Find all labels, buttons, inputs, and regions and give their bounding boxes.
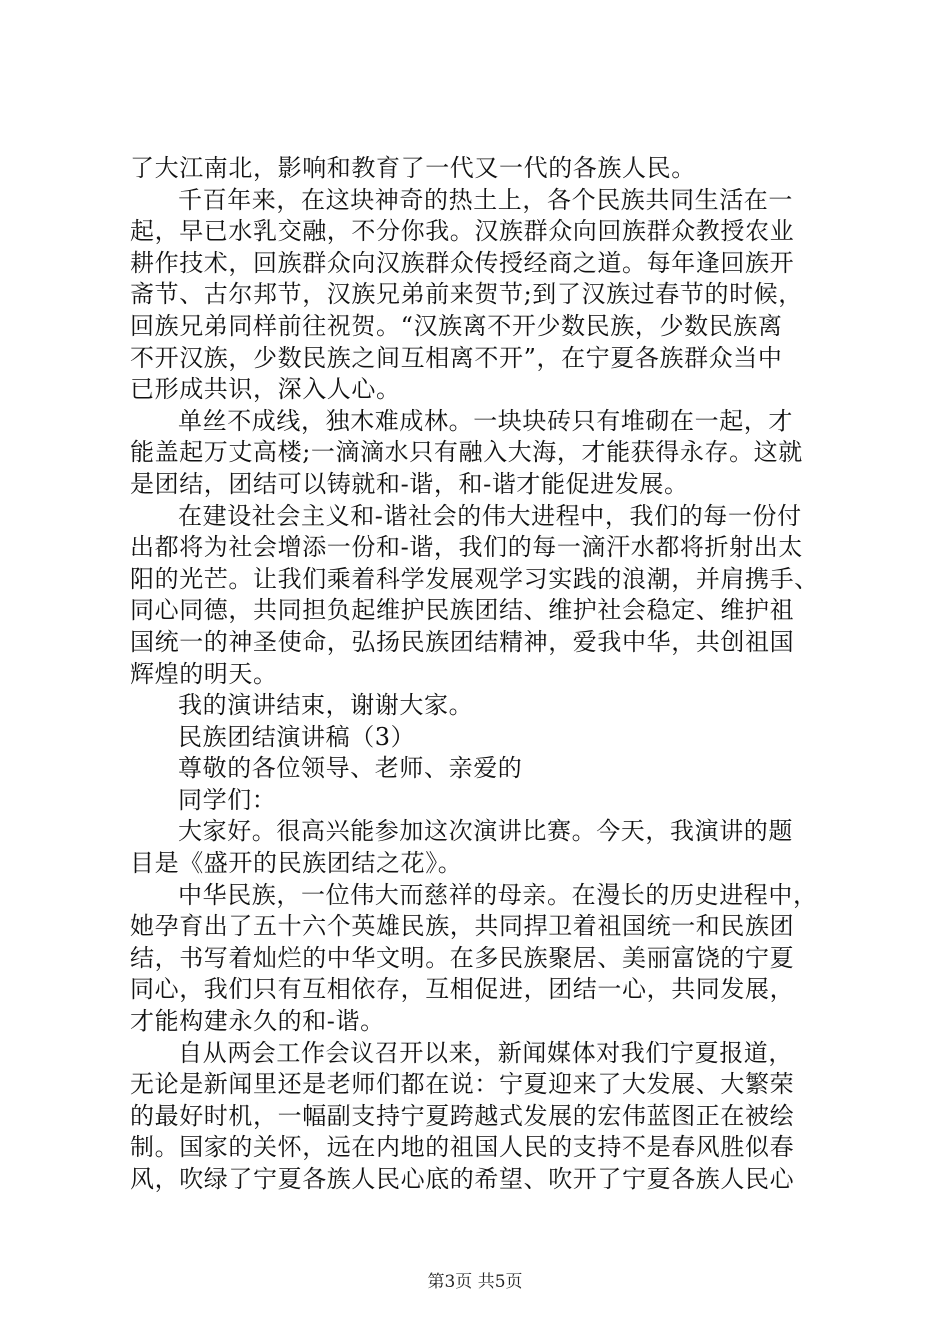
- text-line: 大家好。很高兴能参加这次演讲比赛。今天，我演讲的题: [178, 817, 793, 846]
- text-line: 阳的光芒。让我们乘着科学发展观学习实践的浪潮，并肩携手、: [130, 564, 819, 593]
- text-line: 结，书写着灿烂的中华文明。在多民族聚居、美丽富饶的宁夏: [130, 943, 795, 972]
- text-line: 我的演讲结束，谢谢大家。: [178, 691, 474, 720]
- text-line: 斋节、古尔邦节，汉族兄弟前来贺节;到了汉族过春节的时候，: [130, 280, 803, 309]
- text-line: 已形成共识，深入人心。: [130, 375, 401, 404]
- text-line: 风，吹绿了宁夏各族人民心底的希望、吹开了宁夏各族人民心: [130, 1165, 795, 1193]
- page-number: 第3页 共5页: [427, 1272, 523, 1292]
- text-line: 单丝不成线，独木难成林。一块块砖只有堆砌在一起，才: [178, 406, 793, 435]
- text-line: 她孕育出了五十六个英雄民族，共同捍卫着祖国统一和民族团: [130, 912, 795, 941]
- text-line: 自从两会工作会议召开以来，新闻媒体对我们宁夏报道，: [178, 1038, 793, 1067]
- text-line: 同学们：: [178, 785, 277, 814]
- text-line: 辉煌的明天。: [130, 659, 278, 688]
- text-line: 同心同德，共同担负起维护民族团结、维护社会稳定、维护祖: [130, 596, 795, 625]
- text-line: 目是《盛开的民族团结之花》。: [130, 849, 463, 878]
- text-line: 无论是新闻里还是老师们都在说：宁夏迎来了大发展、大繁荣: [130, 1070, 795, 1099]
- text-line: 能盖起万丈高楼;一滴滴水只有融入大海，才能获得永存。这就: [130, 438, 803, 467]
- text-line: 回族兄弟同样前往祝贺。“汉族离不开少数民族，少数民族离: [130, 311, 783, 340]
- text-line: 是团结，团结可以铸就和-谐，和-谐才能促进发展。: [130, 469, 689, 498]
- text-line: 尊敬的各位领导、老师、亲爱的: [178, 754, 523, 783]
- text-line: 起，早已水乳交融，不分你我。汉族群众向回族群众教授农业: [130, 217, 795, 246]
- text-line: 了大江南北，影响和教育了一代又一代的各族人民。: [130, 154, 696, 182]
- text-line: 制。国家的关怀，远在内地的祖国人民的支持不是春风胜似春: [130, 1133, 795, 1162]
- text-line: 在建设社会主义和-谐社会的伟大进程中，我们的每一份付: [178, 501, 802, 530]
- text-line: 才能构建永久的和-谐。: [130, 1007, 385, 1036]
- section-heading: 民族团结演讲稿（3）: [178, 722, 416, 751]
- document-body: [130, 153, 834, 1196]
- text-line: 同心，我们只有互相依存，互相促进，团结一心，共同发展，: [130, 975, 795, 1004]
- text-line: 出都将为社会增添一份和-谐，我们的每一滴汗水都将折射出太: [130, 533, 803, 562]
- text-line: 国统一的神圣使命，弘扬民族团结精神，爱我中华，共创祖国: [130, 627, 795, 656]
- text-line: 耕作技术，回族群众向汉族群众传授经商之道。每年逢回族开: [130, 248, 795, 277]
- text-line: 的最好时机，一幅副支持宁夏跨越式发展的宏伟蓝图正在被绘: [130, 1101, 795, 1130]
- text-line: 千百年来，在这块神奇的热土上，各个民族共同生活在一: [178, 185, 793, 214]
- text-line: 不开汉族，少数民族之间互相离不开”，在宁夏各族群众当中: [130, 343, 783, 372]
- text-line: 中华民族，一位伟大而慈祥的母亲。在漫长的历史进程中，: [178, 880, 818, 909]
